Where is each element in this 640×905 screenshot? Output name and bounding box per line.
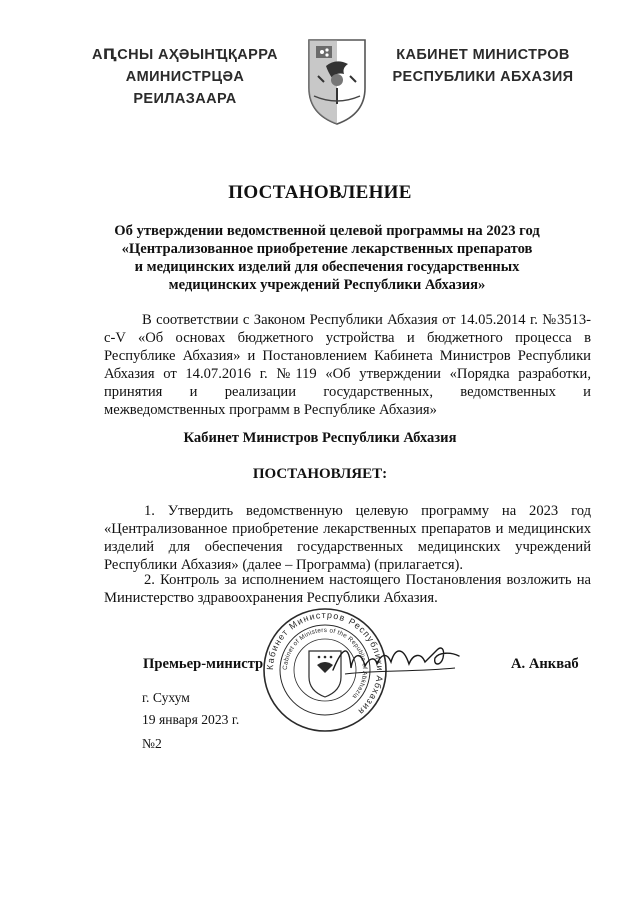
resolution-item-1: 1. Утвердить ведомственную целевую программу на 2023 год «Централизованное приобретение лекарственных препаратов и медицинских изделий для обеспечения государственных медицинских учреждений Республики Абхазия» (далее – Программа) (прилагается). — [104, 503, 591, 573]
signer-role: Премьер-министр — [143, 656, 264, 672]
header-russian-line1: КАБИНЕТ МИНИСТРОВ — [396, 47, 570, 63]
handwritten-signature — [325, 640, 465, 685]
subtitle-line: Об утверждении ведомственной целевой программы на 2023 год — [114, 223, 540, 239]
stamp-inner-text: Cabinet of Ministers of the Republic of Abkhazia — [281, 626, 369, 700]
resolution-item-2: 2. Контроль за исполнением настоящего Постановления возложить на Министерство здравоохранения Республики Абхазия. — [104, 572, 591, 606]
signer-name: А. Анкваб — [511, 656, 579, 672]
coat-of-arms-icon — [306, 36, 368, 126]
document-subtitle — [100, 222, 554, 294]
stamp-outer-text: Кабинет Министров Республики Абхазия — [264, 609, 386, 718]
document-number: №2 — [142, 736, 162, 751]
preamble-paragraph: В соответствии с Законом Республики Абхазия от 14.05.2014 г. №3513-с-V «Об основах бюджетного устройства и бюджетного процесса в Республике Абхазия» и Постановлением Кабинета Министров Республики Абхазия от 14.07.2016 г. №119 «Об утверждении «Порядка разработки, принятия и реализации государственных, ведомственных и межведомственных программ в Республике Абхазия» — [104, 312, 591, 418]
document-date: 19 января 2023 г. — [142, 712, 240, 727]
header-russian-line2: РЕСПУБЛИКИ АБХАЗИЯ — [392, 69, 574, 85]
subtitle-line: и медицинских изделий для обеспечения государственных — [134, 259, 520, 275]
header-russian — [378, 44, 588, 88]
header-abkhaz-line2: АМИНИСТРЦӘА РЕИЛАЗААРА — [125, 69, 245, 107]
subtitle-line: «Централизованное приобретение лекарственных препаратов — [121, 241, 533, 257]
subtitle-line: медицинских учреждений Республики Абхазия» — [168, 277, 486, 293]
header-abkhaz-line1: АԤСНЫ АҲӘЫНҴҚАРРА — [92, 47, 278, 63]
document-place: г. Сухум — [142, 690, 190, 705]
header-abkhaz — [80, 44, 290, 110]
issuer-heading: Кабинет Министров Республики Абхазия — [183, 430, 457, 446]
resolves-heading: ПОСТАНОВЛЯЕТ: — [252, 466, 388, 482]
document-title: ПОСТАНОВЛЕНИЕ — [228, 182, 412, 203]
